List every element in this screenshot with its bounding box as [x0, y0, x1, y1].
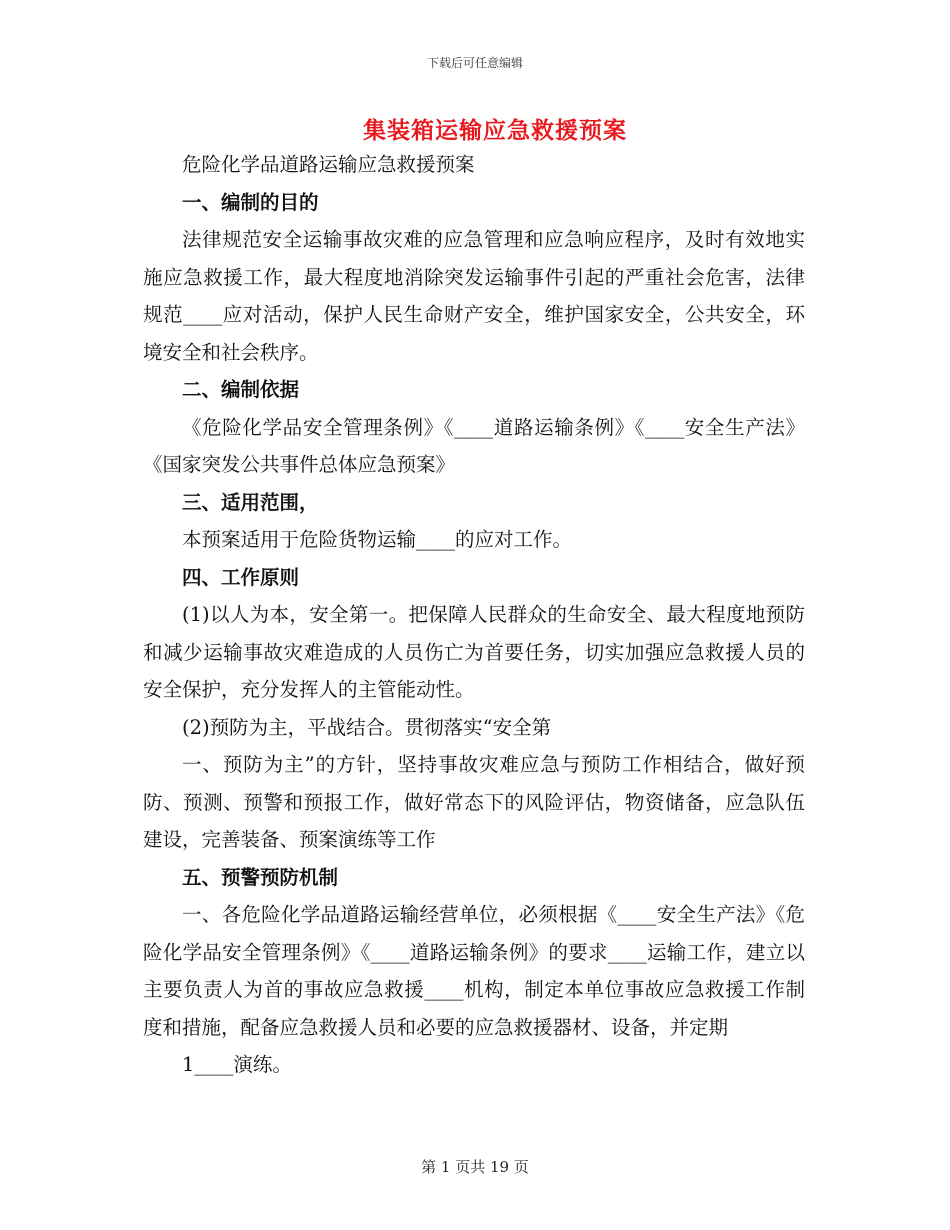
paragraph-principle-2: (2)预防为主，平战结合。贯彻落实“安全第 — [182, 715, 552, 739]
paragraph-drill: 1____演练。 — [182, 1053, 292, 1076]
section-heading-principles: 四、工作原则 — [182, 565, 300, 589]
section-heading-basis: 二、编制依据 — [182, 378, 300, 401]
paragraph-basis: 《危险化学品安全管理条例》《____道路运输条例》《____安全生产法》《国家突发公共事件总体应急预案》 — [143, 415, 805, 476]
page-number: 第 1 页共 19 页 — [421, 1158, 529, 1176]
document-body — [143, 146, 805, 1084]
paragraph-purpose: 法律规范安全运输事故灾难的应急管理和应急响应程序，及时有效地实施应急救援工作，最大程度地消除突发运输事件引起的严重社会危害，法律规范____应对活动，保护人民生命财产安全，维护国家安全，公共安全，环境安全和社会秩序。 — [143, 228, 805, 364]
subtitle: 危险化学品道路运输应急救援预案 — [182, 153, 475, 176]
section-heading-warning: 五、预警预防机制 — [182, 865, 339, 889]
section-heading-purpose: 一、编制的目的 — [182, 190, 319, 214]
document-title: 集装箱运输应急救援预案 — [363, 117, 627, 144]
paragraph-warning: 一、各危险化学品道路运输经营单位，必须根据《____安全生产法》《危险化学品安全管理条例》《____道路运输条例》的要求____运输工作，建立以主要负责人为首的事故应急救援____机构，制定本单位事故应急救援工作制度和措施，配备应急救援人员和必要的应急救援器材、设备，并定期 — [143, 903, 805, 1039]
page-header-note: 下载后可任意编辑 — [426, 56, 523, 70]
paragraph-scope: 本预案适用于危险货物运输____的应对工作。 — [182, 528, 573, 551]
paragraph-principle-2-cont: 一、预防为主”的方针，坚持事故灾难应急与预防工作相结合，做好预防、预测、预警和预报工作，做好常态下的风险评估，物资储备，应急队伍建设，完善装备、预案演练等工作 — [143, 753, 805, 851]
paragraph-principle-1: (1)以人为本，安全第一。把保障人民群众的生命安全、最大程度地预防和减少运输事故灾难造成的人员伤亡为首要任务，切实加强应急救援人员的安全保护，充分发挥人的主管能动性。 — [143, 603, 805, 701]
section-heading-scope: 三、适用范围， — [182, 490, 319, 514]
